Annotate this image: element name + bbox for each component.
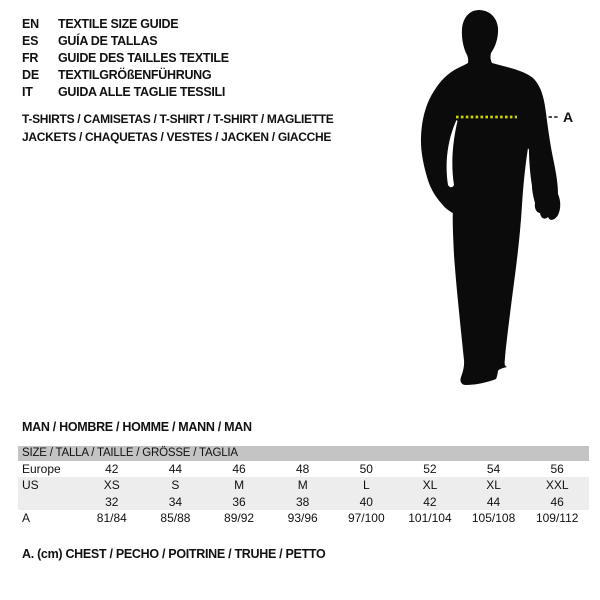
- man-silhouette: [421, 10, 560, 385]
- table-cell: 38: [296, 494, 310, 509]
- table-cell: L: [362, 478, 370, 492]
- table-cell: 46: [550, 494, 564, 509]
- language-label: GUIDA ALLE TAGLIE TESSILI: [58, 84, 226, 99]
- table-cell: 89/92: [224, 511, 255, 525]
- measure-label-a: A: [563, 109, 574, 125]
- table-cell: 40: [359, 494, 373, 509]
- row-label: Europe: [22, 462, 61, 476]
- table-cell: 109/112: [535, 511, 579, 525]
- table-cell: M: [234, 478, 245, 492]
- table-cell: XL: [422, 478, 438, 492]
- language-row-de: [22, 66, 229, 83]
- table-cell: 44: [168, 462, 183, 476]
- man-silhouette-svg: [400, 0, 585, 400]
- table-cell: 42: [105, 462, 119, 476]
- size-table: [18, 446, 589, 526]
- language-label: GUIDE DES TAILLES TEXTILE: [58, 50, 229, 65]
- language-code: IT: [22, 84, 33, 99]
- language-list: [22, 15, 229, 100]
- table-cell: 48: [296, 462, 310, 476]
- table-cell: 44: [486, 494, 501, 509]
- language-code: EN: [22, 16, 39, 31]
- table-cell: 42: [423, 494, 437, 509]
- language-label: GUÍA DE TALLAS: [58, 33, 158, 48]
- table-cell: 46: [232, 462, 246, 476]
- table-row-europe: [18, 461, 589, 477]
- gender-heading: MAN / HOMBRE / HOMME / MANN / MAN: [22, 420, 252, 434]
- row-label: US: [22, 478, 39, 492]
- table-cell: XXL: [545, 478, 569, 492]
- footnote-chest-measure: A. (cm) CHEST / PECHO / POITRINE / TRUHE / PETTO: [22, 547, 326, 561]
- table-cell: 93/96: [287, 511, 318, 525]
- table-cell: XL: [486, 478, 501, 492]
- table-cell: 101/104: [408, 511, 452, 525]
- language-row-fr: [22, 49, 229, 66]
- language-row-en: [22, 15, 229, 32]
- table-row-us: [18, 477, 589, 493]
- table-row-chest-a: [18, 510, 589, 526]
- table-cell: 36: [232, 494, 246, 509]
- table-cell: 105/108: [471, 511, 516, 525]
- table-cell: 97/100: [347, 511, 385, 525]
- table-cell: M: [297, 478, 308, 492]
- category-line-jackets: JACKETS / CHAQUETAS / VESTES / JACKEN / GIACCHE: [22, 129, 332, 144]
- man-figure: [400, 0, 585, 400]
- table-cell: 56: [550, 462, 564, 476]
- language-row-it: [22, 83, 229, 100]
- category-line-tshirts: T-SHIRTS / CAMISETAS / T-SHIRT / T-SHIRT / MAGLIETTE: [22, 112, 334, 126]
- table-cell: 81/84: [96, 511, 127, 525]
- language-label: TEXTILE SIZE GUIDE: [58, 16, 179, 31]
- table-cell: 85/88: [160, 511, 191, 525]
- language-code: DE: [22, 67, 39, 82]
- language-code: FR: [22, 50, 39, 65]
- table-cell: 52: [423, 462, 437, 476]
- size-table-header: SIZE / TALLA / TAILLE / GRÖSSE / TAGLIA: [18, 446, 589, 461]
- table-cell: 54: [486, 462, 501, 476]
- table-cell: 50: [359, 462, 373, 476]
- table-row-us-numeric: [18, 493, 589, 510]
- language-code: ES: [22, 33, 39, 48]
- table-cell: S: [171, 478, 180, 492]
- table-cell: 32: [105, 494, 119, 509]
- language-label: TEXTILGRÖßENFÜHRUNG: [58, 67, 212, 82]
- table-cell: 34: [168, 494, 183, 509]
- row-label: A: [22, 511, 31, 525]
- language-row-es: [22, 32, 229, 49]
- table-cell: XS: [103, 478, 120, 492]
- garment-categories: [22, 111, 334, 146]
